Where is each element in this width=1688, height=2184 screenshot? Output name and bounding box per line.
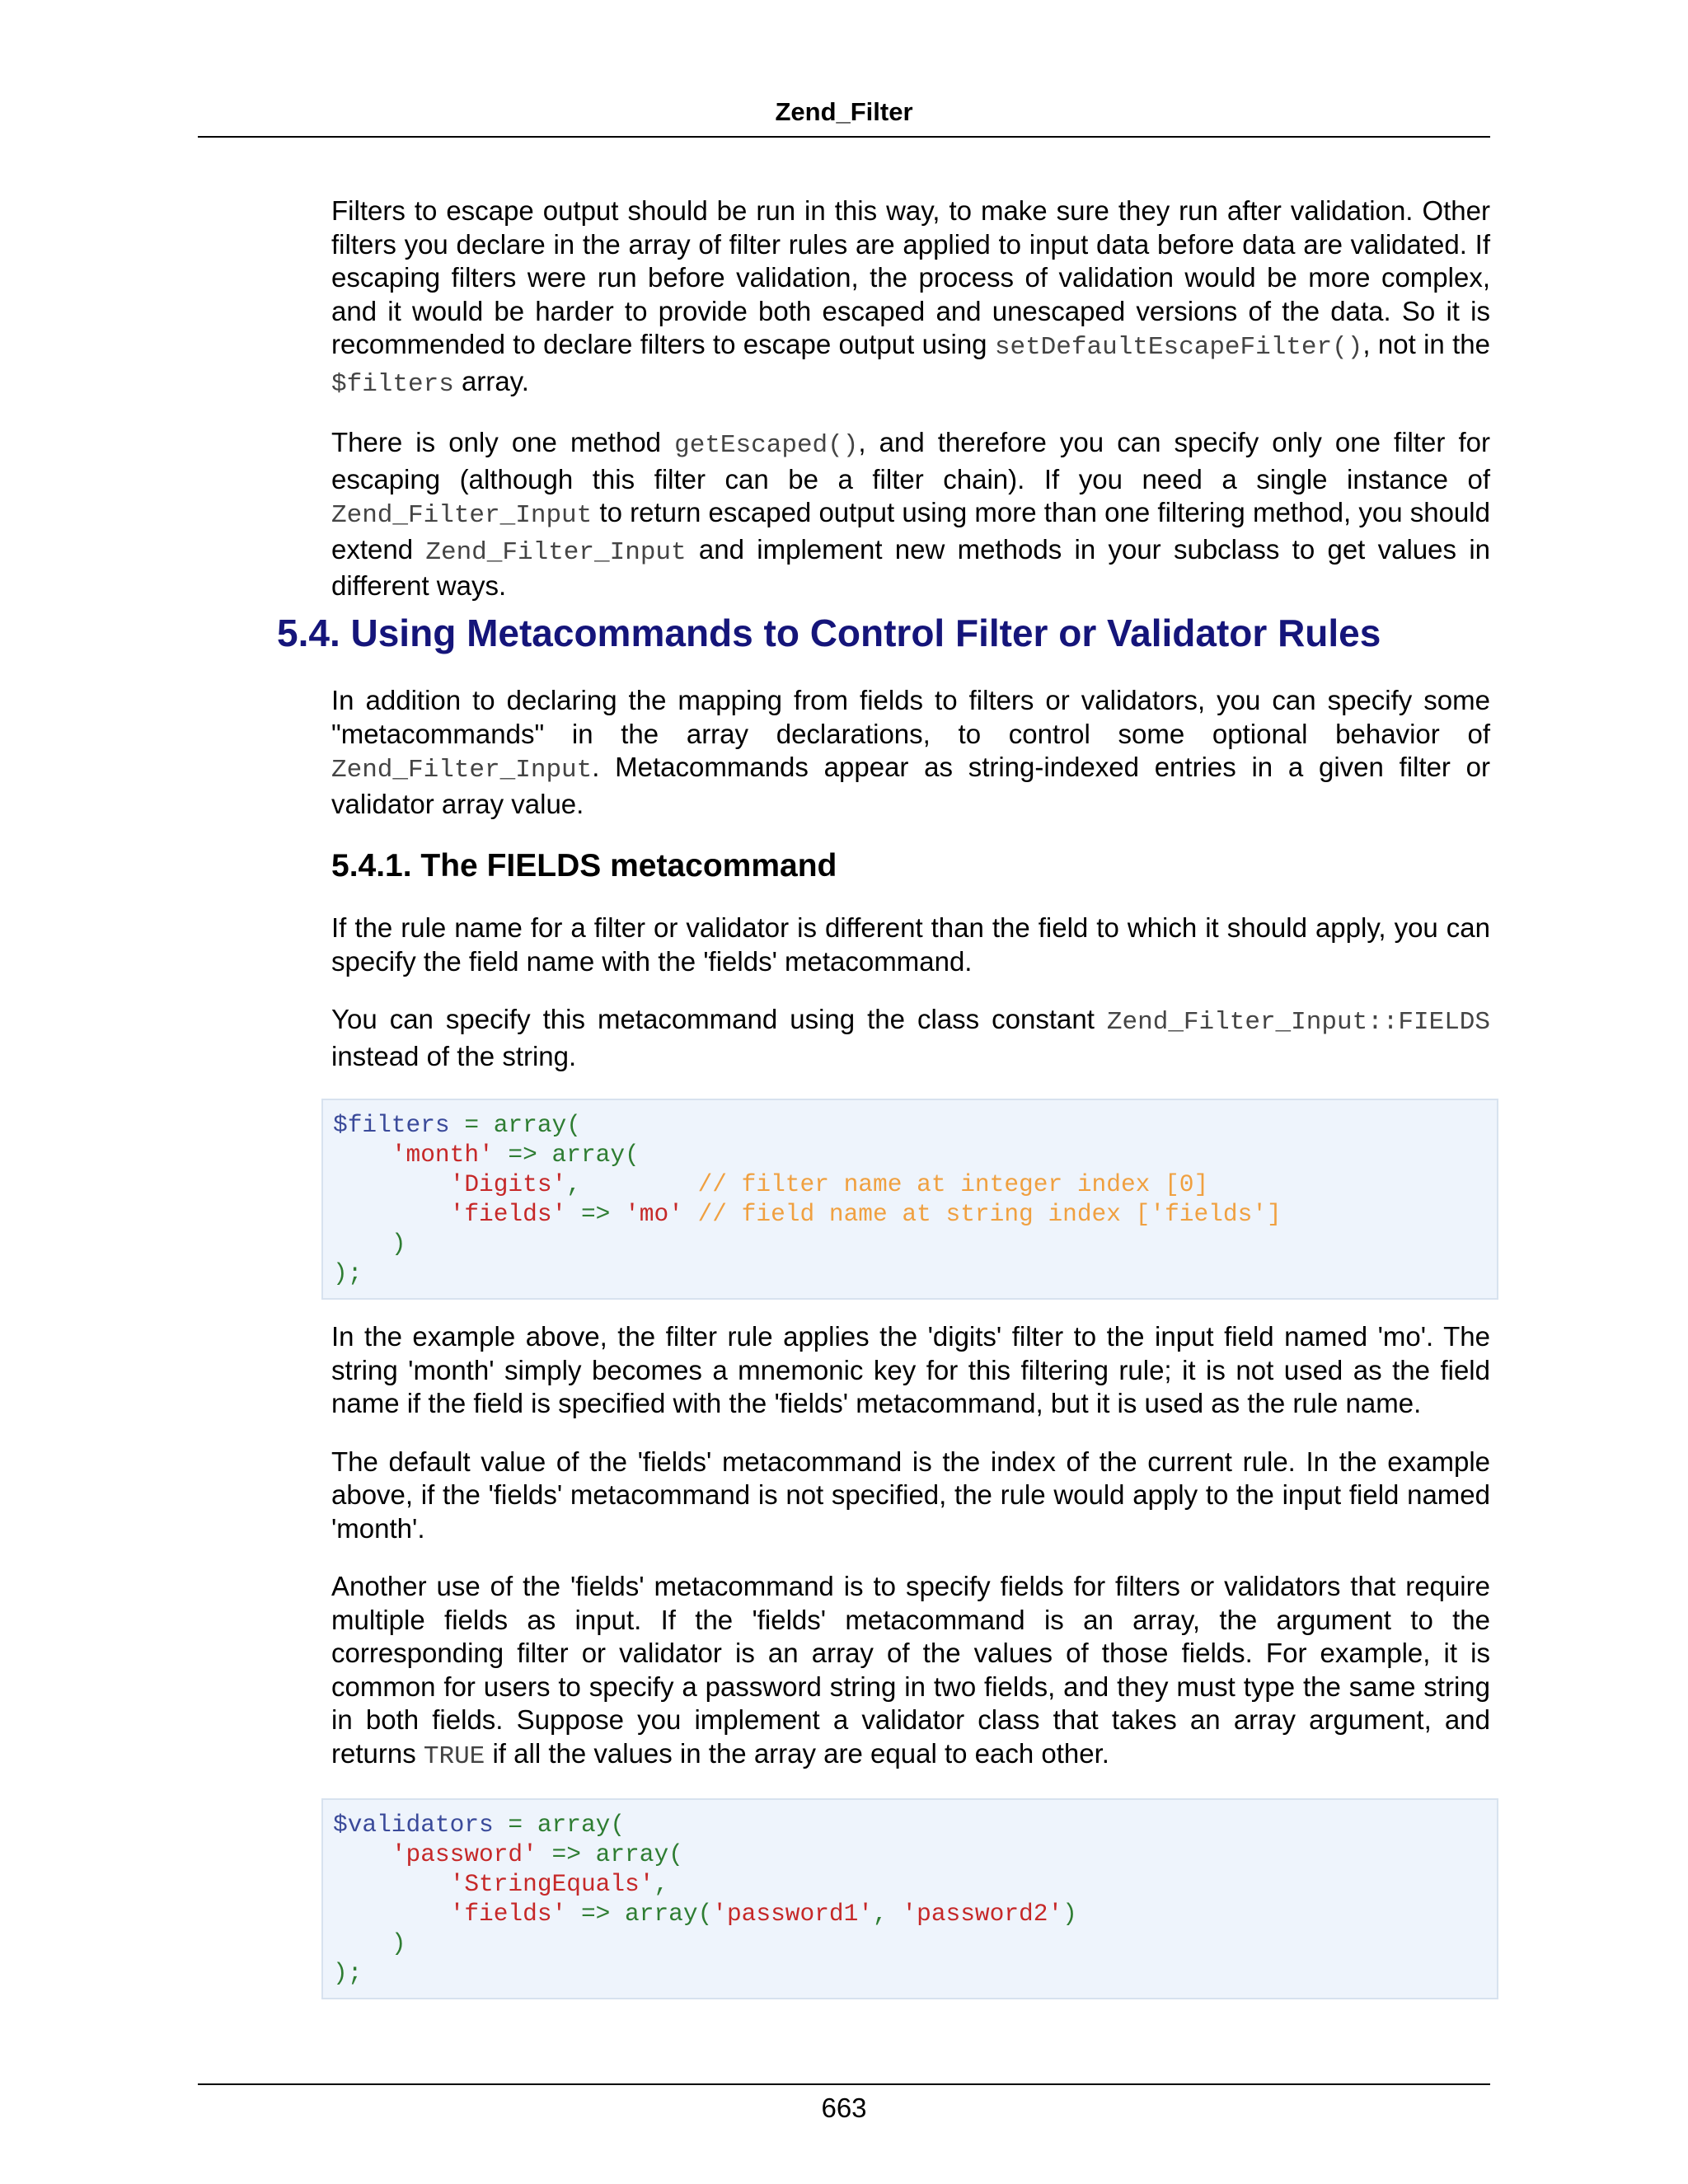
code-block-validators: [321, 1798, 1498, 1999]
text-run: . Metacommands appear as string-indexed entries in a given filter or validator array value.: [331, 752, 1490, 819]
text-run: to return escaped output using more than one filtering method, you should extend: [331, 497, 1490, 565]
subsection-title: 5.4.1. The FIELDS metacommand: [331, 848, 837, 883]
text-run: There is only one method: [331, 427, 675, 457]
text-run: array.: [453, 365, 529, 396]
code-token: $filters: [333, 1111, 450, 1139]
section-title: 5.4. Using Metacommands to Control Filter or Validator Rules: [277, 612, 1381, 654]
inline-code: Zend_Filter_Input: [331, 501, 593, 530]
text-run: Filters to escape output should be run in this way, to make sure they run after validation. Other filters you declare in the array of filter rules are applied to input data before data are validated. If escaping filters were run before validation, the process of validation would be more complex, and it would be harder to provide both escaped and unescaped versions of the data. So it is recommended to declare filters to escape output using: [331, 195, 1490, 359]
paragraph-get-escaped: [331, 426, 1490, 603]
text-run: Another use of the 'fields' metacommand is to specify fields for filters or validators that require multiple fields as input. If the 'fields' metacommand is an array, the argument to the corresponding filter or validator is an array of the values of those fields. For example, it is common for users to specify a password string in two fields, and they must type the same string in both fields. Suppose you implement a validator class that takes an array argument, and returns: [331, 1571, 1490, 1769]
inline-code: setDefaultEscapeFilter(): [994, 333, 1363, 362]
page-number: 663: [821, 2093, 867, 2123]
text-run: You can specify this metacommand using the class constant: [331, 1004, 1107, 1034]
code-token: => array(: [493, 1141, 640, 1169]
code-token: ,: [566, 1170, 698, 1198]
text-run: , not in the: [1362, 329, 1490, 359]
paragraph-escape-filters: [331, 194, 1490, 401]
paragraph-multiple-fields: [331, 1570, 1490, 1774]
code-comment: // filter name at integer index [0]: [697, 1170, 1209, 1198]
running-header: Zend_Filter: [775, 97, 913, 126]
paragraph-metacommands-intro: [331, 684, 1490, 821]
footer-rule: [198, 2083, 1490, 2085]
inline-code: Zend_Filter_Input::FIELDS: [1106, 1008, 1490, 1037]
code-comment: // field name at string index ['fields']: [682, 1200, 1282, 1228]
text-run: In addition to declaring the mapping from fields to filters or validators, you can specify some "metacommands" in the array declarations, to control some optional behavior of: [331, 685, 1490, 749]
code-token: ): [391, 1230, 406, 1258]
code-token: );: [333, 1959, 363, 1987]
paragraph-example-explained: In the example above, the filter rule applies the 'digits' filter to the input field named 'mo'. The string 'month' simply becomes a mnemonic key for this filtering rule; it is not used as the field name if the field is specified with the 'fields' metacommand, but it is used as the rule name.: [331, 1321, 1490, 1418]
text-run: if all the values in the array are equal to each other.: [485, 1737, 1109, 1769]
code-block-filters: [321, 1099, 1498, 1300]
text-run: , and therefore you can specify only one filter for escaping (although this filter can be a filter chain). If you need a single instance of: [331, 427, 1490, 494]
inline-code: Zend_Filter_Input: [331, 756, 593, 785]
body-fields-explanation: [331, 1320, 1490, 1798]
code-token: $validators: [333, 1811, 494, 1839]
inline-code: TRUE: [423, 1741, 485, 1771]
inline-code: getEscaped(): [674, 431, 859, 460]
code-token: 'password1': [712, 1900, 874, 1928]
code-token: => array(: [566, 1900, 713, 1928]
code-token: ,: [873, 1900, 903, 1928]
code-token: 'password2': [902, 1900, 1063, 1928]
text-run: and implement new methods in your subclass to get values in different ways.: [331, 533, 1490, 601]
code-token: = array(: [449, 1111, 581, 1139]
paragraph-class-constant: [331, 1003, 1490, 1073]
code-token: 'StringEquals': [449, 1870, 654, 1898]
code-token: 'Digits': [449, 1170, 567, 1198]
code-token: = array(: [493, 1811, 626, 1839]
code-token: ): [391, 1929, 406, 1957]
text-run: instead of the string.: [331, 1040, 577, 1071]
header-rule: [198, 136, 1490, 138]
code-token: );: [333, 1259, 363, 1287]
paragraph-default-value: The default value of the 'fields' metacommand is the index of the current rule. In the example above, if the 'fields' metacommand is not specified, the rule would apply to the input field named 'month'.: [331, 1446, 1490, 1544]
code-token: ,: [654, 1870, 669, 1898]
code-token: ): [1062, 1900, 1077, 1928]
inline-code: $filters: [331, 369, 454, 399]
body-top: [331, 194, 1490, 628]
code-token: 'mo': [625, 1200, 683, 1228]
inline-code: Zend_Filter_Input: [425, 537, 687, 567]
code-token: => array(: [537, 1840, 683, 1868]
code-token: 'fields': [449, 1200, 567, 1228]
paragraph-rule-name: If the rule name for a filter or validator is different than the field to which it should apply, you can specify the field name with the 'fields' metacommand.: [331, 912, 1490, 977]
body-metacommands: [331, 684, 1490, 1098]
code-token: 'fields': [449, 1900, 567, 1928]
code-token: =>: [566, 1200, 626, 1228]
code-token: 'password': [391, 1840, 537, 1868]
code-token: 'month': [391, 1141, 494, 1169]
